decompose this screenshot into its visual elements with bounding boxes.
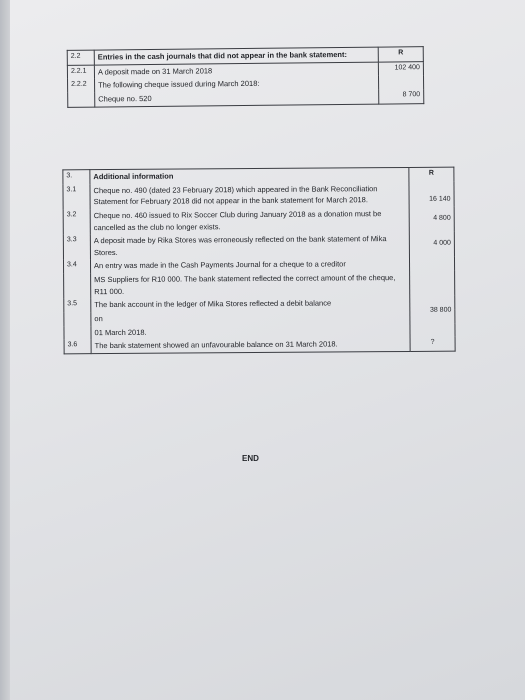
section-heading: Entries in the cash journals that did not appear in the bank statement:	[94, 47, 378, 65]
row-amount: 8 700	[379, 89, 424, 104]
row-description: Cheque no. 490 (dated 23 February 2018) which appeared in the Bank Reconciliation Statement for February 2018 did not appear in the bank statement for March 2018.	[90, 182, 409, 209]
row-number	[64, 273, 91, 298]
row-description: The bank statement showed an unfavourable balance on 31 March 2018.	[91, 337, 410, 353]
row-amount	[378, 75, 423, 89]
row-description: A deposit made on 31 March 2018	[94, 62, 378, 79]
row-number: 2.2.1	[67, 65, 94, 79]
table-row	[63, 207, 454, 235]
row-description: Cheque no. 460 issued to Rix Soccer Club during January 2018 as a donation must be cancelled as the club no longer exists.	[90, 207, 409, 234]
currency-unit: R	[378, 47, 423, 62]
row-number	[68, 92, 95, 106]
row-number: 3.4	[63, 260, 90, 274]
row-number	[64, 326, 91, 340]
row-description: The following cheque issued during March 2018:	[95, 76, 379, 93]
row-number: 3.5	[64, 298, 91, 312]
section-number: 2.2	[67, 50, 94, 65]
row-number: 3.2	[63, 209, 90, 234]
row-amount: 16 140	[409, 181, 454, 207]
section-number: 3.	[63, 170, 90, 184]
row-number: 2.2.2	[68, 79, 95, 93]
section-heading: Additional information	[90, 167, 409, 183]
row-number	[64, 312, 91, 326]
row-amount	[409, 257, 454, 271]
row-amount: 4 000	[409, 232, 454, 258]
row-number: 3.3	[63, 234, 90, 259]
table-row	[63, 181, 454, 209]
table-row	[64, 337, 455, 354]
currency-unit: R	[409, 167, 454, 181]
row-number: 3.6	[64, 339, 91, 353]
table-row	[63, 232, 454, 260]
row-number: 3.1	[63, 184, 90, 209]
row-amount: 4 800	[409, 207, 454, 233]
row-description: The bank account in the ledger of Mika Stores reflected a debit balance	[91, 296, 410, 312]
row-amount: 102 400	[378, 61, 423, 76]
row-description: A deposit made by Rika Stores was erroneously reflected on the bank statement of Mika Stores.	[90, 232, 409, 259]
row-description: An entry was made in the Cash Payments Journal for a cheque to a creditor	[90, 257, 409, 273]
additional-information-table	[62, 167, 455, 354]
table-row	[68, 89, 424, 107]
table-row	[64, 271, 455, 299]
row-amount	[410, 271, 455, 297]
row-description: Cheque no. 520	[95, 89, 379, 106]
end-marker: END	[242, 454, 259, 463]
row-description: 01 March 2018.	[91, 323, 410, 339]
row-description: on	[91, 310, 410, 326]
row-description: MS Suppliers for R10 000. The bank statement reflected the correct amount of the cheque, R11 000.	[91, 271, 410, 298]
row-amount: ?	[410, 337, 455, 351]
row-amount: 38 800	[410, 296, 455, 337]
cash-journal-entries-table	[67, 46, 425, 107]
